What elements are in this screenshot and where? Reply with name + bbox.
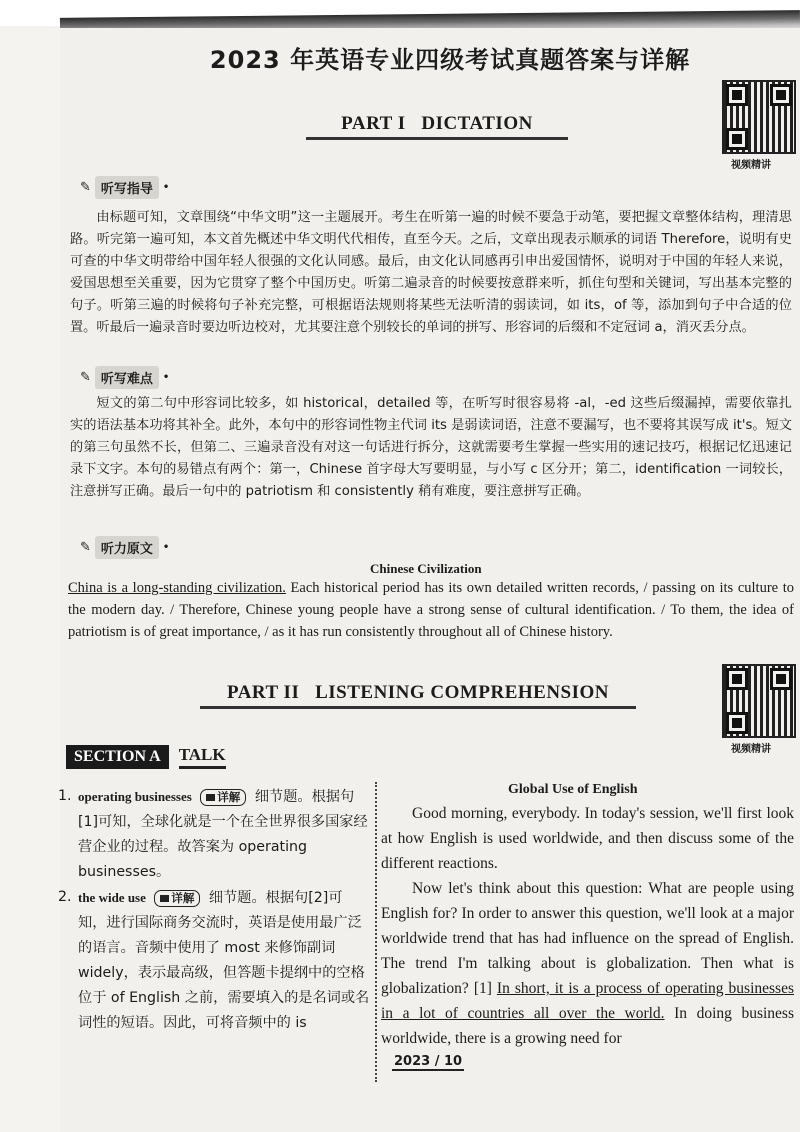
talk-paragraph-2: Now let's think about this question: What are people using English for? In order to answer this question, we'll look at a major worldwide trend that has had influence on the spread of English. The trend I'm talking about is globalization. Then what is globalization? [1] In short, it is a process of operating businesses in a lot of countries all over the world. In doing business worldwide, there is a growing need for — [381, 880, 794, 1047]
detail-badge: 详解 — [154, 890, 200, 907]
part1-heading — [306, 113, 568, 140]
answer-explanation: 细节题。根据句[1]可知，全球化就是一个在全世界很多国家经营企业的过程。故答案为 operating businesses。 — [78, 789, 368, 880]
qr-code-part1[interactable] — [722, 80, 796, 154]
source-text — [68, 577, 794, 643]
talk-title: Global Use of English — [508, 782, 638, 797]
section-a-heading — [66, 745, 226, 769]
source-title: Chinese Civilization — [370, 561, 482, 576]
answer-text: the wide use — [78, 890, 146, 905]
answer-number: 2. — [58, 889, 72, 905]
talk-text — [381, 801, 794, 1051]
answer-item — [58, 784, 370, 885]
part2-underline — [200, 706, 636, 709]
difficulty-label-text: 听写难点 — [95, 366, 159, 389]
book-icon — [206, 794, 215, 801]
part2-heading — [200, 682, 636, 709]
page-title: 2023 年英语专业四级考试真题答案与详解 — [209, 46, 691, 74]
source-underlined: China is a long-standing civilization. — [68, 580, 286, 596]
part1-underline — [306, 137, 568, 140]
dot-icon: • — [162, 182, 170, 193]
pencil-icon: ✎ — [80, 540, 91, 555]
dot-icon: • — [162, 542, 170, 553]
guide-label-text: 听写指导 — [95, 176, 159, 199]
guide-paragraph: 由标题可知，文章围绕“中华文明”这一主题展开。考生在听第一遍的时候不要急于动笔，要把握文章整体结构，理清思路。听完第一遍可知，本文首先概述中华文明代代相传，直至今天。之后，文章出现表示顺承的词语 Therefore，说明有史可查的中华文明带给中国年轻人很强的文化认同感。最后，由文化认同感再引申出爱国情怀，说明对于中国的年轻人来说，爱国思想至关重要，因为它贯穿了整个中国历史。听第二遍录音的时候要按意群来听，抓住句型和关键词，写出基本完整的句子。听第三遍的时候将句子补充完整，可根据语法规则将某些无法听清的弱读词，如 its，of 等，添加到句子中合适的位置。听最后一遍录音时要边听边校对，尤其要注意个别较长的单词的拼写、形容词的后缀和不定冠词 a，消灭丢分点。 — [70, 210, 792, 335]
pencil-icon: ✎ — [80, 180, 91, 195]
pencil-icon: ✎ — [80, 370, 91, 385]
difficulty-label — [80, 366, 169, 389]
column-divider — [375, 782, 377, 1082]
qr-caption-part1: 视频精讲 — [731, 160, 771, 171]
part1-title: PART I DICTATION — [341, 113, 533, 134]
qr-code-part2[interactable] — [722, 664, 796, 738]
source-label — [80, 536, 169, 559]
section-a-type: TALK — [179, 745, 226, 769]
detail-badge: 详解 — [200, 789, 246, 806]
dot-icon: • — [162, 372, 170, 383]
talk-underlined: In short, it is a process of operating businesses in a lot of countries all over the world. — [381, 980, 794, 1022]
part2-title: PART II LISTENING COMPREHENSION — [227, 682, 609, 703]
talk-paragraph-1: Good morning, everybody. In today's session, we'll first look at how English is used worldwide, and then discuss some of the different reactions. — [381, 805, 794, 872]
qr-caption-part2: 视频精讲 — [731, 744, 771, 755]
source-rest: Each historical period has its own detailed written records, / passing on its culture to the modern day. / Therefore, Chinese young people have a strong sense of cultural identification. / To them, the idea of patriotism is of great importance, / as it has run consistently throughout all of Chinese history. — [68, 580, 794, 640]
answer-item — [58, 885, 370, 1036]
page-number: 2023 / 10 — [394, 1054, 463, 1069]
section-a-label: SECTION A — [66, 745, 169, 769]
answer-number: 1. — [58, 788, 72, 804]
answer-column — [58, 784, 370, 1036]
difficulty-paragraph: 短文的第二句中形容词比较多，如 historical，detailed 等，在听写时很容易将 -al，-ed 这些后缀漏掉，需要依靠扎实的语法基本功将其补全。此外，本句中的形容词性物主代词 its 是弱读词语，注意不要漏写，也不要将其误写成 it's。短文的第三句虽然不长，但第二、三遍录音没有对这一句话进行拆分，这就需要考生掌握一些实用的速记技巧，根据记忆迅速记录下文字。本句的易错点有两个：第一，Chinese 首字母大写要明显，与小写 c 区分开；第二，identification 一词较长，注意拼写正确。最后一句中的 patriotism 和 consistently 稍有难度，要注意拼写正确。 — [70, 396, 792, 499]
guide-label — [80, 176, 169, 199]
book-icon — [160, 895, 169, 902]
answer-explanation: 细节题。根据句[2]可知，进行国际商务交流时，英语是使用最广泛的语言。音频中使用了 most 来修饰副词 widely，表示最高级，但答题卡提纲中的空格位于 of English 之前，需要填入的是名词或名词性的短语。因此，可将音频中的 is — [78, 890, 370, 1031]
source-label-text: 听力原文 — [95, 536, 159, 559]
answer-text: operating businesses — [78, 789, 192, 804]
